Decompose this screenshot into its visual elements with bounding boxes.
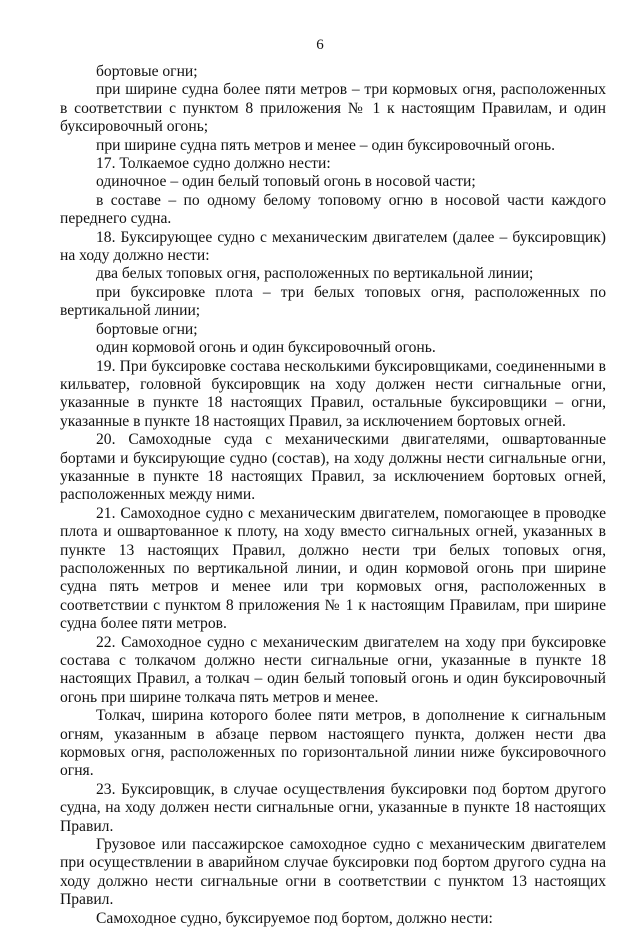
paragraph: 23. Буксировщик, в случае осуществления буксировки под бортом другого судна, на ходу должен нести сигнальные огни, указанные в пункте 18 настоящих Правил. — [60, 780, 606, 835]
paragraph: 19. При буксировке состава несколькими буксировщиками, соединенными в кильватер, головной буксировщик на ходу должен нести сигнальные огни, указанные в пункте 18 настоящих Правил, остальные буксировщики – огни, указанные в пункте 18 настоящих Правил, за исключением бортовых огней. — [60, 357, 606, 430]
paragraph: бортовые огни; — [96, 320, 198, 338]
paragraph: Толкач, ширина которого более пяти метров, в дополнение к сигнальным огням, указанным в абзаце первом настоящего пункта, должен нести два кормовых огня, расположенных по горизонтальной линии ниже буксировочного огня. — [60, 707, 606, 780]
page-number: 6 — [316, 37, 324, 53]
paragraph: в составе – по одному белому топовому огню в носовой части каждого переднего судна. — [60, 191, 606, 228]
paragraph: при буксировке плота – три белых топовых огня, расположенных по вертикальной линии; — [60, 283, 606, 320]
paragraph: 17. Толкаемое судно должно нести: — [96, 155, 331, 173]
paragraph: бортовые огни; — [96, 63, 198, 80]
paragraph: 21. Самоходное судно с механическим двигателем, помогающее в проводке плота и ошвартованное к плоту, на ходу вместо сигнальных огней, указанных в пункте 13 настоящих Правил, должно нести три белых топовых огня, расположенных по вертикальной линии, и один кормовой огонь при ширине судна пять метров и менее или три кормовых огня, расположенных в соответствии с пунктом 8 приложения № 1 к настоящим Правилам, при ширине судна более пяти метров. — [60, 504, 606, 633]
paragraph: два белых топовых огня, расположенных по вертикальной линии; — [96, 265, 534, 283]
paragraph: 20. Самоходные суда с механическими двигателями, ошвартованные бортами и буксирующие судно (состав), на ходу должны нести сигнальные огни, указанные в пункте 18 настоящих Правил, за исключением бортовых огней, расположенных между ними. — [60, 431, 606, 504]
paragraph: при ширине судна пять метров и менее – один буксировочный огонь. — [96, 136, 556, 154]
paragraph: одиночное – один белый топовый огонь в носовой части; — [96, 173, 476, 191]
paragraph: один кормовой огонь и один буксировочный огонь. — [96, 339, 436, 357]
paragraph: 18. Буксирующее судно с механическим двигателем (далее – буксировщик) на ходу должно нести: — [60, 228, 606, 265]
paragraph: при ширине судна более пяти метров – три кормовых огня, расположенных в соответствии с пунктом 8 приложения № 1 к настоящим Правилам, и один буксировочный огонь; — [60, 81, 606, 136]
paragraph: 22. Самоходное судно с механическим двигателем на ходу при буксировке состава с толкачом должно нести сигнальные огни, указанные в пункте 18 настоящих Правил, а толкач – один белый топовый огонь и один буксировочный огонь при ширине толкача пять метров и менее. — [60, 633, 606, 706]
paragraph: Самоходное судно, буксируемое под бортом, должно нести: — [96, 909, 493, 927]
document-body — [60, 63, 606, 928]
paragraph: Грузовое или пассажирское самоходное судно с механическим двигателем при осуществлении в аварийном случае буксировки под бортом другого судна на ходу должно нести сигнальные огни в соответствии с пунктом 13 настоящих Правил. — [60, 836, 606, 909]
